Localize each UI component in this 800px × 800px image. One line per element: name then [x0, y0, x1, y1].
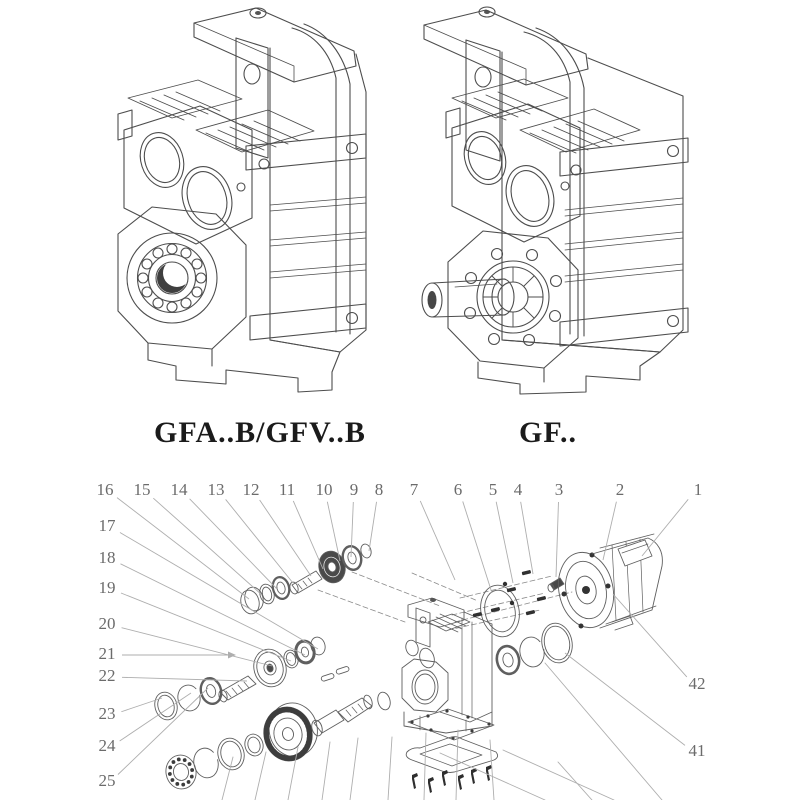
callout-number-22: 22 [98, 665, 116, 685]
leader-line-2 [603, 502, 616, 560]
exploded-parts-diagram [152, 534, 663, 800]
callout-number-6: 6 [453, 479, 463, 499]
callout-number-15: 15 [133, 479, 151, 499]
callout-number-20: 20 [98, 613, 116, 633]
output-flange [465, 249, 562, 346]
callout-number-19: 19 [98, 577, 116, 597]
gearbox-housing [376, 598, 492, 733]
callout-number-11: 11 [278, 479, 296, 499]
breather-plug-icon [250, 8, 266, 18]
leader-line-15 [153, 498, 262, 595]
leader-line-25 [118, 688, 208, 775]
callout-number-1: 1 [693, 479, 703, 499]
callout-number-17: 17 [98, 515, 116, 535]
bore-openings [133, 127, 245, 236]
callout-number-23: 23 [98, 703, 116, 723]
cooling-fins [452, 79, 640, 153]
leader-line-41 [565, 653, 685, 745]
callout-number-7: 7 [409, 479, 419, 499]
gear-reducer-drawing-gfab [118, 8, 366, 392]
callout-number-10: 10 [315, 479, 333, 499]
leader-line-14 [190, 499, 277, 589]
output-gear-parts [163, 666, 373, 791]
model-label-gfab: GFA..B/GFV..B [154, 416, 366, 449]
callout-number-21: 21 [98, 643, 116, 663]
callout-number-3: 3 [554, 479, 564, 499]
callout-number-25: 25 [98, 770, 116, 790]
leader-arrow-21 [228, 652, 236, 659]
callout-number-13: 13 [207, 479, 225, 499]
leader-line-3 [556, 502, 558, 577]
input-shaft-parts [238, 543, 372, 616]
leader-line-16 [117, 498, 249, 599]
callout-number-24: 24 [98, 735, 116, 755]
callout-number-42: 42 [688, 673, 706, 693]
leader-line-1 [642, 499, 688, 556]
leader-line-5 [496, 502, 513, 583]
leader-line-11 [293, 501, 323, 569]
cropped-leader-lines [222, 663, 662, 800]
model-label-gf: GF.. [519, 416, 577, 449]
leader-line-4 [521, 502, 533, 574]
leader-line-9 [351, 502, 353, 557]
hollow-shaft-bearing [127, 233, 217, 323]
callout-number-4: 4 [513, 479, 523, 499]
callout-number-5: 5 [488, 479, 498, 499]
callout-number-18: 18 [98, 547, 116, 567]
callout-number-16: 16 [96, 479, 114, 499]
callout-number-9: 9 [349, 479, 359, 499]
callout-number-41: 41 [688, 740, 706, 760]
callout-number-14: 14 [170, 479, 188, 499]
leader-line-42 [613, 594, 687, 677]
leader-line-12 [260, 500, 311, 576]
leader-line-6 [463, 501, 492, 593]
callout-number-8: 8 [374, 479, 384, 499]
leader-line-20 [122, 628, 272, 666]
breather-plug-icon [479, 7, 495, 17]
gear-reducer-drawing-gf [422, 7, 688, 394]
leader-line-22 [122, 677, 247, 681]
leader-line-7 [420, 501, 455, 580]
leader-line-8 [369, 502, 377, 551]
callout-number-2: 2 [615, 479, 625, 499]
electric-motor [547, 534, 662, 633]
callout-number-12: 12 [242, 479, 260, 499]
